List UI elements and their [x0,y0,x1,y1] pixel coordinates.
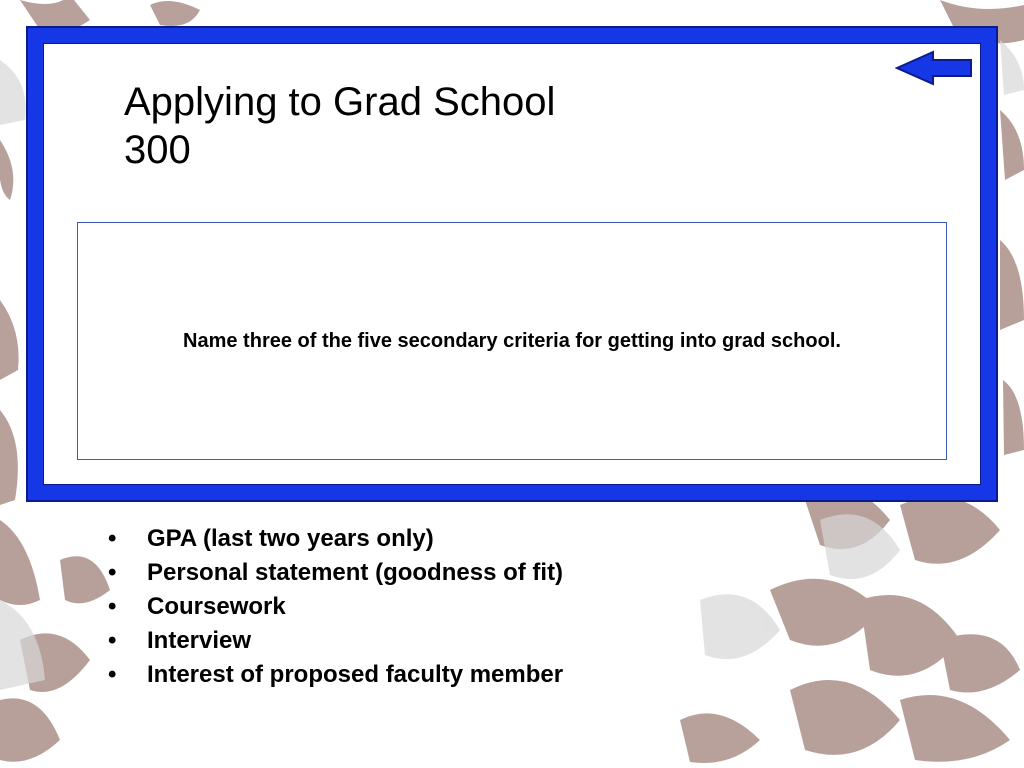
list-item [108,658,563,692]
title-points: 300 [124,128,191,172]
back-arrow-icon[interactable] [895,50,973,86]
list-item [108,522,563,556]
bullet: • [108,627,117,654]
answer-text: Interest of proposed faculty member [147,661,564,688]
bullet: • [108,525,117,552]
answer-text: Personal statement (goodness of fit) [147,559,564,586]
answer-text: Coursework [147,593,286,620]
question-box [77,222,947,460]
slide-title [124,78,555,174]
bullet: • [108,559,117,586]
bullet: • [108,593,117,620]
answer-list [108,522,563,692]
answer-text: Interview [147,627,252,654]
question-text: Name three of the five secondary criteria for getting into grad school. [183,329,841,352]
list-item [108,590,563,624]
list-item [108,556,563,590]
answer-text: GPA (last two years only) [147,525,434,552]
bullet: • [108,661,117,688]
list-item [108,624,563,658]
title-topic: Applying to Grad School [124,80,556,124]
